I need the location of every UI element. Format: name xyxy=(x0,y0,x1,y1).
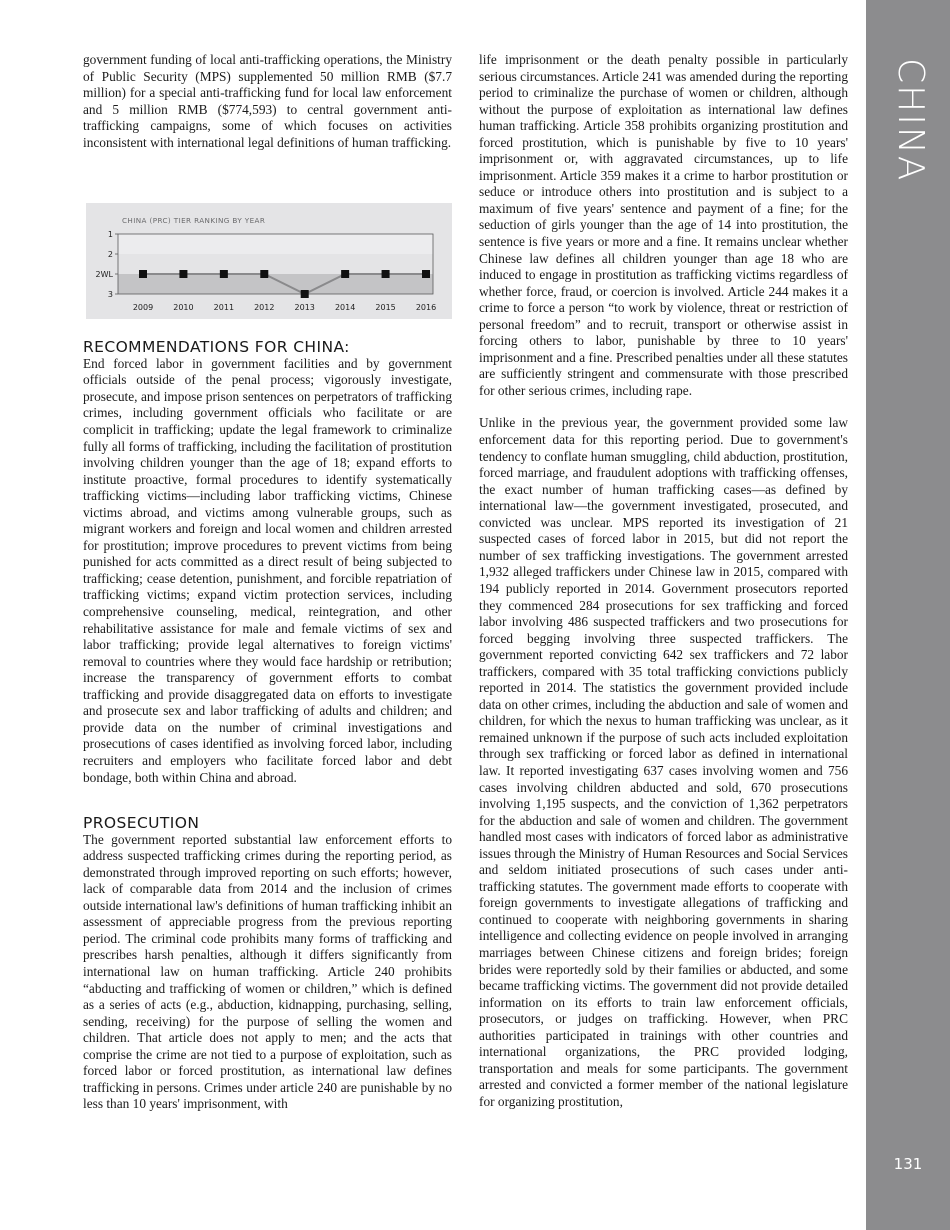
tier-ranking-chart xyxy=(86,203,452,319)
recommendations-paragraph: End forced labor in government facilities and by government officials outside of the penal process; vigorously investigate, prosecute, and impose prison sentences on perpetrators of trafficking crimes, including government officials who facilitate or are complicit in trafficking; update the legal framework to criminalize fully all forms of trafficking, including the facilitation of prostitution involving children younger than the age of 18; expand efforts to institute proactive, formal procedures to identify systematically trafficking victims—including labor trafficking victims, Chinese victims abroad, and victims among vulnerable groups, such as migrant workers and foreign and local women and children arrested for prostitution; improve procedures to prevent victims from being punished for acts committed as a direct result of being subjected to trafficking; cease detention, punishment, and forcible repatriation of trafficking victims; expand victim protection services, including comprehensive counseling, medical, reintegration, and other rehabilitative assistance for male and female victims of sex and labor trafficking; provide legal alternatives to foreign victims' removal to countries where they would face hardship or retribution; increase the transparency of government efforts to combat trafficking and provide disaggregated data on efforts to investigate and prosecute sex and labor trafficking of adults and children; and provide data on the number of criminal investigations and prosecutions of cases identified as involving forced labor, including recruiters and employers who facilitate forced labor and debt bondage, both within China and abroad. xyxy=(83,355,452,785)
right-column xyxy=(479,52,848,1110)
right-paragraph-2: Unlike in the previous year, the government provided some law enforcement data for this reporting period. Due to government's tendency to conflate human smuggling, child abduction, prostitution, forced marriage, and fraudulent adoptions with trafficking offenses, the exact number of human trafficking cases—as defined by international law—the government investigated, prosecuted, and convicted was unclear. MPS reported its investigation of 21 suspected cases of forced labor in 2015, but did not report the number of sex trafficking investigations. The government arrested 1,932 alleged traffickers under Chinese law in 2015, compared with 194 publicly reported in 2014. Government prosecutors reported they commenced 284 prosecutions for sex trafficking and forced labor involving 486 suspected traffickers and two prosecutions for forced begging involving three suspected traffickers. The government reported convicting 642 sex traffickers and 72 labor traffickers, compared with 35 total trafficking convictions publicly reported in 2014. The statistics the government provided include data on other crimes, including the abduction and sale of women and children, for which the nexus to human trafficking was unclear, as it remained unknown if the purpose of such acts included exploitation through sex trafficking or forced labor as defined in international law. It reported investigating 637 cases involving women and 756 cases involving children abducted and sold, 670 prosecutions involving 1,195 suspects, and the conviction of 1,362 perpetrators for the abduction and sale of women and children. The government handled most cases with indicators of forced labor as administrative issues through the Ministry of Human Resources and Social Services and seldom initiated prosecutions of such cases under anti-trafficking statutes. The government made efforts to cooperate with foreign governments to investigate allegations of trafficking and continued to cooperate with neighboring governments in sharing intelligence and collecting evidence on people involved in arranging marriages between Chinese citizens and foreign brides; foreign brides were reportedly sold by their families or abducted, and some became trafficking victims. The government did not provide detailed information on its efforts to train law enforcement officials, prosecutors, or judges on trafficking. However, when PRC authorities participated in trainings with other countries and international organizations, the PRC provided lodging, transportation and meals for some participants. The government arrested and convicted a former member of the national legislature for organizing prostitution, xyxy=(479,415,848,1109)
y-tick-label: 2WL xyxy=(95,270,113,279)
sidebar xyxy=(866,0,950,1230)
chart-svg xyxy=(86,203,452,319)
y-tick-label: 2 xyxy=(107,250,113,259)
x-tick-label: 2016 xyxy=(415,303,437,312)
x-tick-label: 2010 xyxy=(173,303,194,312)
data-point xyxy=(341,270,349,278)
data-point xyxy=(382,270,390,278)
data-point xyxy=(301,290,309,298)
intro-paragraph: government funding of local anti-trafficking operations, the Ministry of Public Security (MPS) supplemented 50 million RMB ($7.7 million) for a special anti-trafficking fund for local law enforcement and 5 million RMB ($774,593) to central government anti-trafficking campaigns, some of which focuses on activities inconsistent with international legal definitions of human trafficking. xyxy=(83,52,452,150)
x-tick-label: 2009 xyxy=(132,303,154,312)
y-tick-label: 3 xyxy=(107,290,113,299)
data-point xyxy=(260,270,268,278)
country-label: CHINA xyxy=(890,58,931,183)
x-tick-label: 2012 xyxy=(254,303,275,312)
prosecution-paragraph: The government reported substantial law enforcement efforts to address suspected trafficking crimes during the reporting period, as demonstrated through improved reporting on such efforts; however, lack of comparable data from 2014 and the inclusion of crimes outside international law's definitions of human trafficking inhibit an assessment of appreciable progress from the previous reporting period. The criminal code prohibits many forms of trafficking and prescribes harsh penalties, although it differs significantly from international law on human trafficking. Article 240 prohibits “abducting and trafficking of women or children,” which is defined as a series of acts (e.g., abduction, kidnapping, purchasing, selling, sending, receiving) for the purpose of selling the women and children. That article does not apply to men; and the acts that comprise the crime are not tied to a purpose of exploitation, such as forced labor or forced prostitution, as international law defines trafficking in persons. Crimes under article 240 are punishable by no less than 10 years' imprisonment, with xyxy=(83,831,452,1112)
data-point xyxy=(220,270,228,278)
prosecution-heading: PROSECUTION xyxy=(83,814,200,833)
recommendations-heading: RECOMMENDATIONS FOR CHINA: xyxy=(83,338,350,357)
data-point xyxy=(179,270,187,278)
chart-title: CHINA (PRC) TIER RANKING BY YEAR xyxy=(122,216,266,225)
band-tier-1 xyxy=(118,234,433,254)
data-point xyxy=(139,270,147,278)
x-tick-label: 2011 xyxy=(213,303,235,312)
page-number: 131 xyxy=(893,1155,923,1173)
data-point xyxy=(422,270,430,278)
right-paragraph-1: life imprisonment or the death penalty possible in particularly serious circumstances. Article 241 was amended during the reporting period to criminalize the purchase of women or children, although without the purpose of exploitation as international law defines human trafficking. Article 358 prohibits organizing prostitution and forced prostitution, which is punishable by five to 10 years' imprisonment or, with aggravated circumstances, up to life imprisonment. Article 359 makes it a crime to harbor prostitution or seduce or introduce others into prostitution and is subject to a maximum of five years' sentence and payment of a fine; for the seduction of girls younger than the age of 14 into prostitution, the sentence is five years or more and a fine. It remains unclear whether Chinese law defines all children younger than age 18 who are induced to engage in prostitution as trafficking victims regardless of whether force, fraud, or coercion is involved. Article 244 makes it a crime to force a person “to work by violence, threat or restriction of personal freedom” and to recruit, transport or otherwise assist in forcing others to labor, punishable by three to 10 years' imprisonment and a fine. Prescribed penalties under all these statutes are sufficiently stringent and commensurate with those prescribed for other serious crimes, including rape. xyxy=(479,52,848,398)
x-tick-label: 2015 xyxy=(375,303,396,312)
x-tick-label: 2013 xyxy=(294,303,315,312)
x-tick-label: 2014 xyxy=(334,303,356,312)
y-tick-label: 1 xyxy=(107,230,113,239)
